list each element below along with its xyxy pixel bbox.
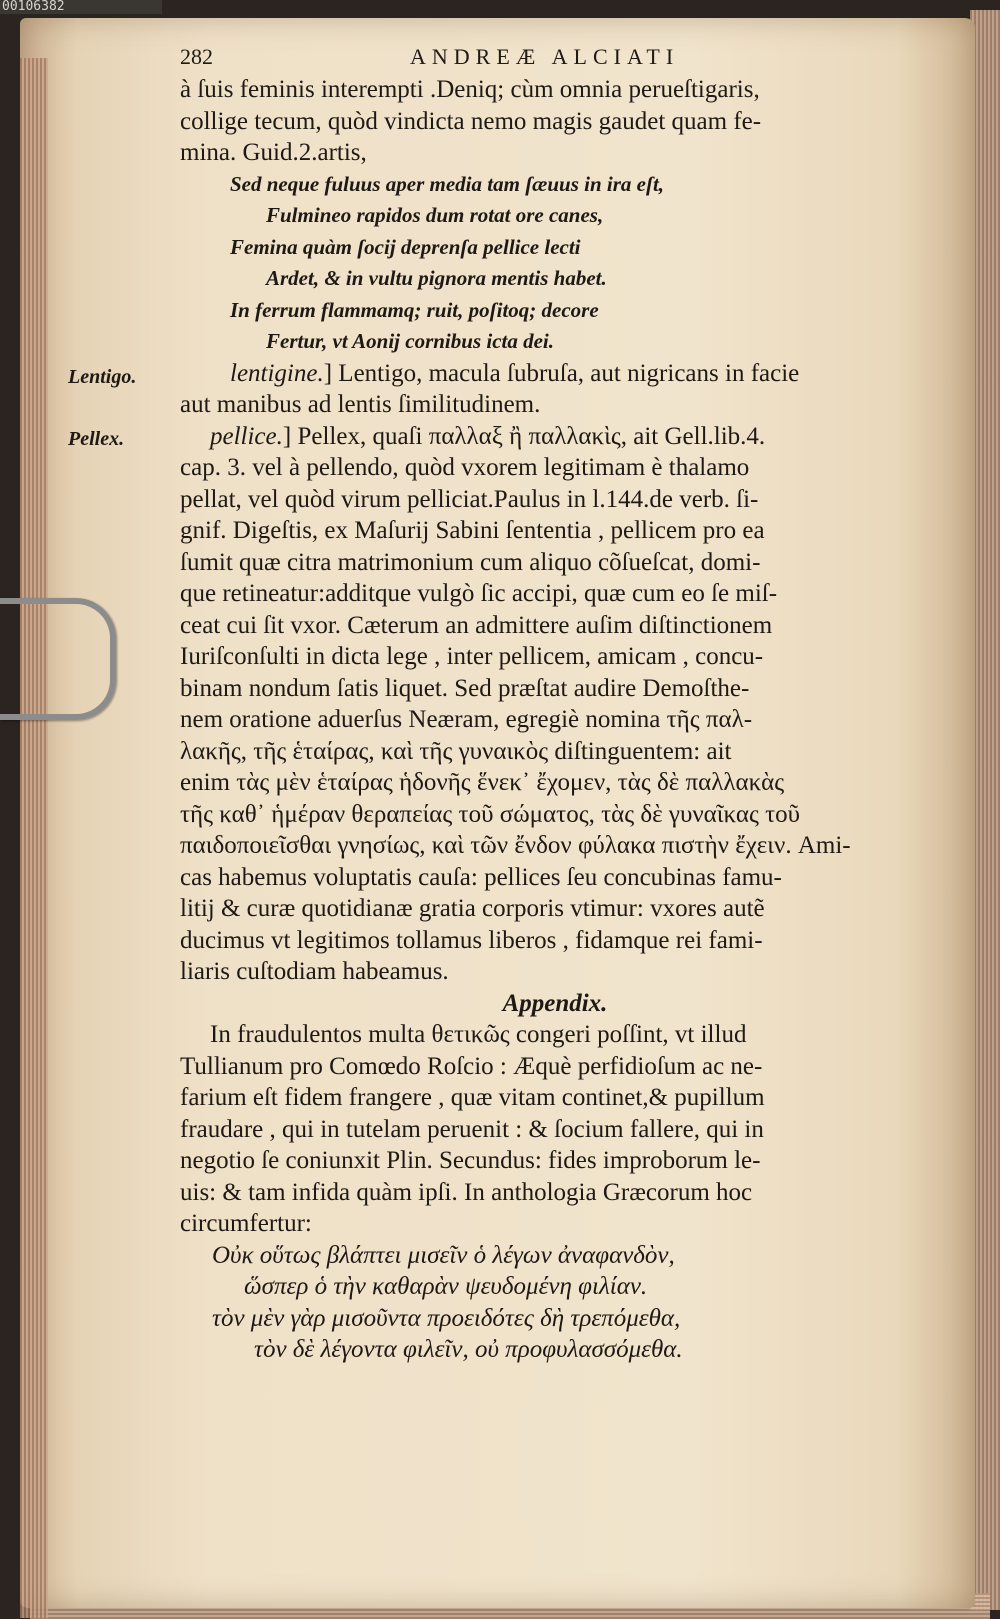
text-line xyxy=(180,358,930,390)
text-line: λακῆς, τῆς ἑταίρας, καὶ τῆς γυναικὸς diſtinguentem: ait xyxy=(180,737,732,765)
text-span: ] Pellex, quaſi παλλαξ ἢ παλλακὶς, ait Gell.lib.4. xyxy=(282,422,766,450)
verse-line: Sed neque fuluus aper media tam ſæuus in ira eſt, xyxy=(230,171,665,196)
greek-verse-line: τὸν μὲν γὰρ μισοῦντα προειδότες δὴ τρεπόμεθα, xyxy=(212,1304,681,1332)
text-line: liaris cuſtodiam habeamus. xyxy=(180,958,449,985)
text-line: τῆς καθ᾽ ἡμέραν θεραπείας τοῦ σώματος, τὰς δὲ γυναῖκας τοῦ xyxy=(180,800,801,828)
text-line: gnif. Digeſtis, ex Maſurij Sabini ſententia , pellicem pro ea xyxy=(180,517,765,544)
text-line: collige tecum, quòd vindicta nemo magis gaudet quam fe- xyxy=(180,107,762,135)
text-line: Iuriſconſulti in dicta lege , inter pellicem, amicam , concu- xyxy=(180,643,764,670)
margin-note-lentigo: Lentigo. xyxy=(68,366,137,388)
running-head: ANDREÆ ALCIATI xyxy=(410,44,680,69)
text-line: que retineatur:additque vulgò ſic accipi, quæ cum eo ſe miſ- xyxy=(180,580,778,607)
text-line: aut manibus ad lentis ſimilitudinem. xyxy=(180,391,541,418)
text-line: pellat, vel quòd virum pelliciat.Paulus in l.144.de verb. ſi- xyxy=(180,485,759,513)
section-heading-appendix: Appendix. xyxy=(502,989,608,1017)
text-line: mina. Guid.2.artis, xyxy=(180,139,367,166)
text-line: enim τὰς μὲν ἑταίρας ἡδονῆς ἕνεκ᾽ ἔχομεν, τὰς δὲ παλλακὰς xyxy=(180,769,785,796)
text-line: Tullianum pro Comœdo Roſcio : Æquè perfidioſum ac ne- xyxy=(180,1052,763,1080)
text-line: ducimus vt legitimos tollamus liberos , fidamque rei fami- xyxy=(180,926,763,954)
page-number: 282 xyxy=(180,44,213,69)
margin-note-pellex: Pellex. xyxy=(68,428,125,450)
greek-verse-line: τὸν δὲ λέγοντα φιλεῖν, οὐ προφυλασσόμεθα. xyxy=(254,1336,683,1363)
text-line: ceat cui ſit vxor. Cæterum an admittere auſim diſtinctionem xyxy=(180,611,773,639)
text-line: ſumit quæ citra matrimonium cum aliquo cõſueſcat, domi- xyxy=(180,548,761,576)
text-line: litij & curæ quotidianæ gratia corporis vtimur: vxores autẽ xyxy=(180,895,765,922)
verse-line: Ardet, & in vultu pignora mentis habet. xyxy=(266,266,607,290)
verse-line: Femina quàm ſocij deprenſa pellice lecti xyxy=(230,234,581,259)
text-line: binam nondum ſatis liquet. Sed præſtat audire Demoſthe- xyxy=(180,674,750,702)
text-line: circumfertur: xyxy=(180,1210,312,1237)
text-line: nem oratione aduerſus Neæram, egregiè nomina τῆς παλ- xyxy=(180,706,753,733)
greek-verse-line: ὥσπερ ὁ τὴν καθαρὰν ψευδομένη φιλίαν. xyxy=(244,1273,648,1300)
main-text xyxy=(180,74,930,1366)
text-line: παιδοποιεῖσθαι γνησίως, καὶ τῶν ἔνδον φύλακα πιστὴν ἔχειν. Ami- xyxy=(180,832,851,859)
text-line xyxy=(180,421,930,453)
text-span: ] Lentigo, macula ſubruſa, aut nigricans in facie xyxy=(323,359,800,387)
text-line: negotio ſe coniunxit Plin. Secundus: fides improborum le- xyxy=(180,1147,761,1174)
text-line: In fraudulentos multa θετικῶς congeri poſſint, vt illud xyxy=(210,1021,747,1048)
text-line: farium eſt fidem frangere , quæ vitam continet,& pupillum xyxy=(180,1084,765,1111)
verse-line: Fertur, vt Aonij cornibus icta dei. xyxy=(266,329,555,353)
text-line: cas habemus voluptatis cauſa: pellices ſeu concubinas famu- xyxy=(180,863,782,891)
lemma-cue: pellice. xyxy=(210,422,283,450)
paper-clip-icon xyxy=(0,598,116,720)
greek-verse-line: Οὐκ οὕτως βλάπτει μισεῖν ὁ λέγων ἀναφανδὸν, xyxy=(212,1241,675,1269)
text-line: fraudare , qui in tutelam peruenit : & ſocium fallere, qui in xyxy=(180,1115,764,1143)
text-line: uis: & tam infida quàm ipſi. In anthologia Græcorum hoc xyxy=(180,1178,753,1206)
verse-line: In ferrum flammamq; ruit, poſitoq; decore xyxy=(230,297,599,322)
page-header xyxy=(180,40,880,74)
verse-line: Fulmineo rapidos dum rotat ore canes, xyxy=(266,203,604,227)
lemma-cue: lentigine. xyxy=(230,359,324,387)
image-id-label: 00106382 xyxy=(0,0,162,14)
text-line: à ſuis feminis interempti .Deniq; cùm omnia perueſtigaris, xyxy=(180,76,760,103)
text-line: cap. 3. vel à pellendo, quòd vxorem legitimam è thalamo xyxy=(180,454,750,481)
page-edges-left xyxy=(20,58,48,1618)
